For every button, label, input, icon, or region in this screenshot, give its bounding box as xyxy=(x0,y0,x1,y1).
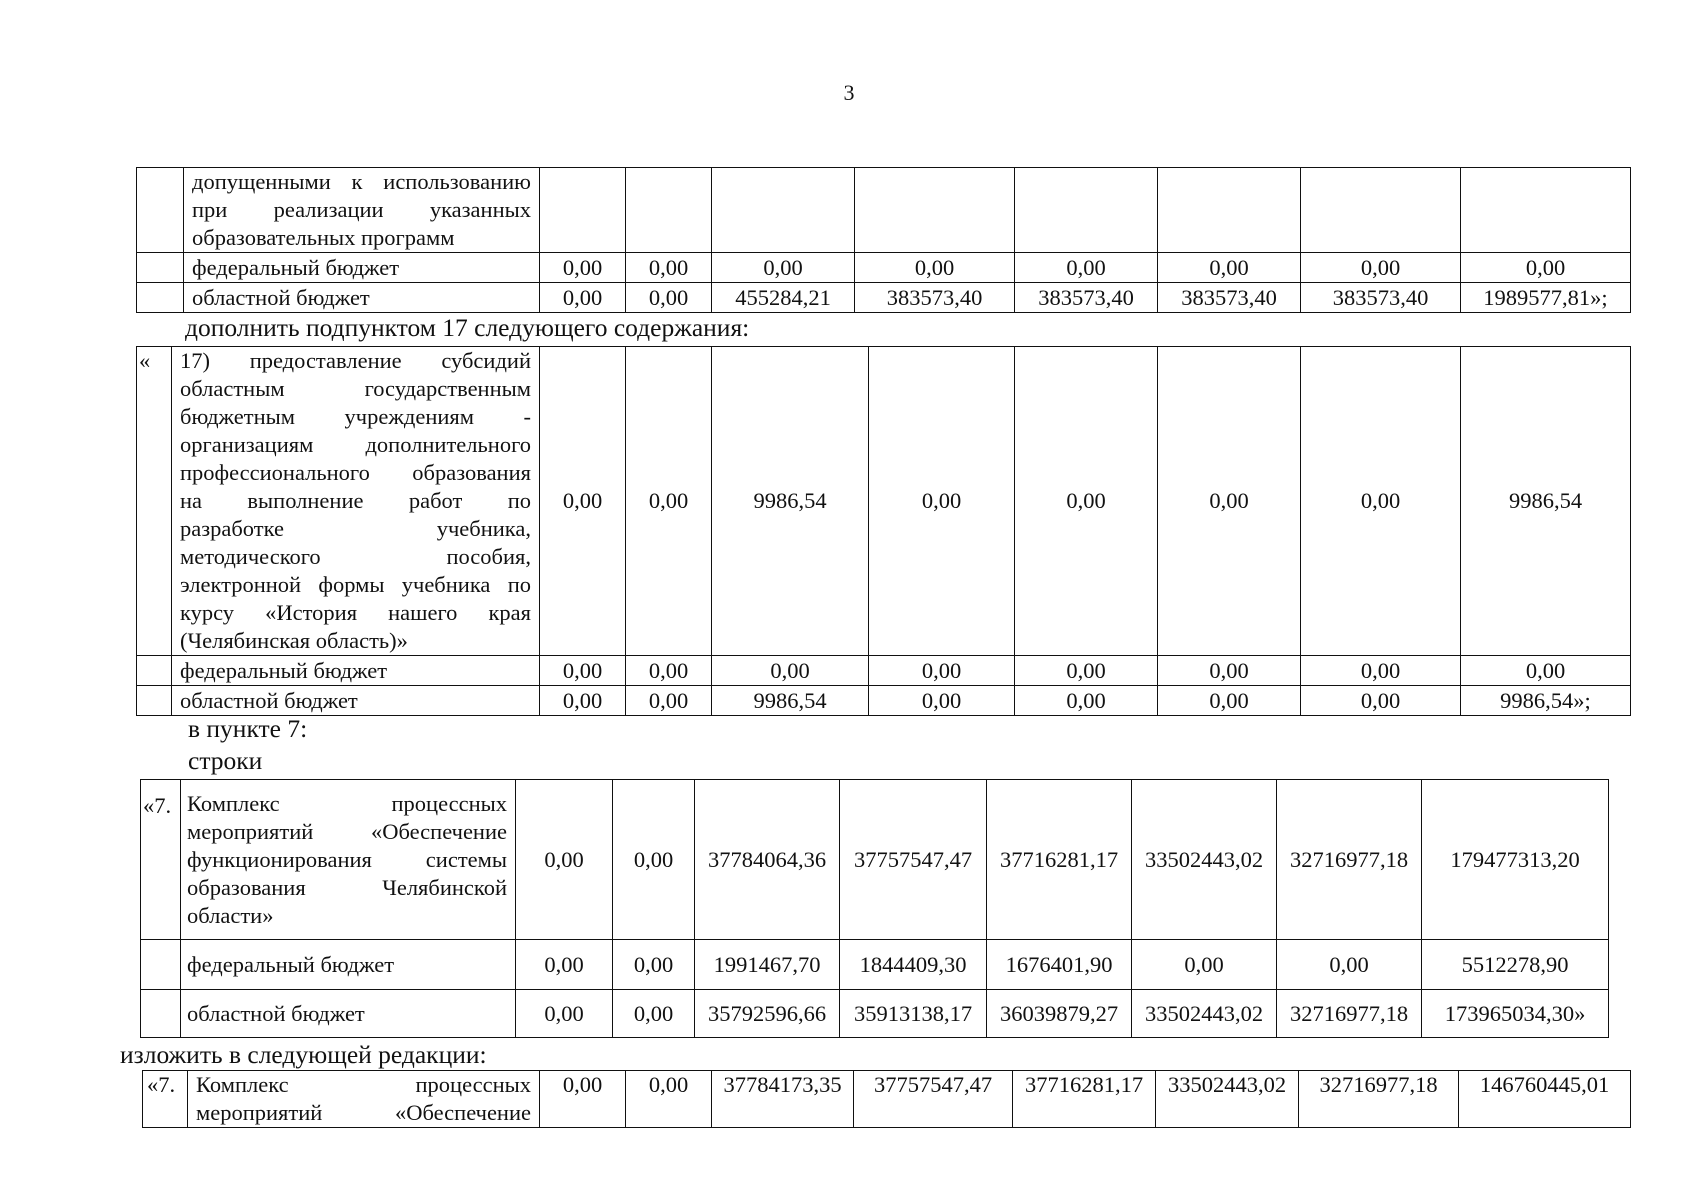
value-cell: 36039879,27 xyxy=(987,990,1132,1038)
value-cell xyxy=(1461,168,1631,253)
table-row xyxy=(137,656,1631,686)
value-cell: 9986,54»; xyxy=(1461,686,1631,716)
description-cell xyxy=(188,1071,540,1128)
table-row xyxy=(137,168,1631,253)
description-line: области» xyxy=(187,903,274,928)
row-label: федеральный бюджет xyxy=(184,253,540,283)
description-line: допущенными к использованию xyxy=(192,169,531,194)
value-cell: 0,00 xyxy=(626,347,712,656)
value-cell: 0,00 xyxy=(855,253,1015,283)
index-cell xyxy=(137,168,184,253)
row-label: областной бюджет xyxy=(181,990,516,1038)
table-row xyxy=(141,940,1609,990)
table-row xyxy=(137,253,1631,283)
heading-rows: строки xyxy=(188,746,263,775)
value-cell: 32716977,18 xyxy=(1277,780,1422,940)
description-cell xyxy=(184,168,540,253)
value-cell: 173965034,30» xyxy=(1422,990,1609,1038)
table-point-7-old xyxy=(140,779,1609,1038)
value-cell: 455284,21 xyxy=(712,283,855,313)
value-cell: 35792596,66 xyxy=(695,990,840,1038)
value-cell: 0,00 xyxy=(540,347,626,656)
value-cell: 0,00 xyxy=(613,990,695,1038)
value-cell: 1844409,30 xyxy=(840,940,987,990)
value-cell: 0,00 xyxy=(1158,253,1301,283)
value-cell: 9986,54 xyxy=(712,347,869,656)
heading-new-edition: изложить в следующей редакции: xyxy=(120,1040,487,1069)
value-cell: 0,00 xyxy=(540,656,626,686)
description-line: образования Челябинской xyxy=(187,875,507,900)
value-cell: 0,00 xyxy=(540,686,626,716)
value-cell xyxy=(540,168,626,253)
description-line: разработке учебника, xyxy=(180,516,531,541)
value-cell: 33502443,02 xyxy=(1132,780,1277,940)
value-cell: 0,00 xyxy=(540,253,626,283)
value-cell: 0,00 xyxy=(540,1071,626,1128)
value-cell: 0,00 xyxy=(869,347,1015,656)
value-cell: 0,00 xyxy=(1461,656,1631,686)
value-cell: 0,00 xyxy=(712,656,869,686)
value-cell: 37716281,17 xyxy=(1013,1071,1156,1128)
value-cell xyxy=(1015,168,1158,253)
table-row xyxy=(141,780,1609,940)
description-line: Комплекс процессных xyxy=(196,1072,531,1097)
value-cell: 37784173,35 xyxy=(712,1071,854,1128)
value-cell: 35913138,17 xyxy=(840,990,987,1038)
index-cell xyxy=(137,253,184,283)
row-label: областной бюджет xyxy=(172,686,540,716)
value-cell: 0,00 xyxy=(516,780,613,940)
value-cell: 5512278,90 xyxy=(1422,940,1609,990)
description-line: бюджетным учреждениям - xyxy=(180,404,531,429)
description-line: (Челябинская область)» xyxy=(180,628,408,653)
value-cell: 0,00 xyxy=(1015,347,1158,656)
value-cell: 179477313,20 xyxy=(1422,780,1609,940)
index-cell xyxy=(137,656,172,686)
value-cell: 32716977,18 xyxy=(1299,1071,1459,1128)
table-continuation xyxy=(136,167,1631,313)
value-cell: 0,00 xyxy=(1301,656,1461,686)
table-subpoint-17 xyxy=(136,346,1631,716)
value-cell: 37716281,17 xyxy=(987,780,1132,940)
description-line: областным государственным xyxy=(180,376,531,401)
value-cell: 383573,40 xyxy=(1158,283,1301,313)
value-cell: 0,00 xyxy=(1277,940,1422,990)
description-line: электронной формы учебника по xyxy=(180,572,531,597)
description-line: образовательных программ xyxy=(192,225,455,250)
value-cell: 33502443,02 xyxy=(1132,990,1277,1038)
description-line: курсу «История нашего края xyxy=(180,600,531,625)
value-cell: 0,00 xyxy=(626,253,712,283)
table-row xyxy=(137,283,1631,313)
value-cell: 32716977,18 xyxy=(1277,990,1422,1038)
description-line: профессионального образования xyxy=(180,460,531,485)
value-cell: 0,00 xyxy=(1158,347,1301,656)
description-line: мероприятий «Обеспечение xyxy=(187,819,507,844)
description-line: методического пособия, xyxy=(180,544,531,569)
value-cell: 0,00 xyxy=(613,780,695,940)
description-line: организациям дополнительного xyxy=(180,432,531,457)
value-cell: 0,00 xyxy=(1015,253,1158,283)
value-cell: 383573,40 xyxy=(1301,283,1461,313)
row-label: федеральный бюджет xyxy=(172,656,540,686)
index-cell: « xyxy=(137,347,172,656)
table-point-7-new xyxy=(142,1070,1631,1128)
value-cell: 9986,54 xyxy=(712,686,869,716)
value-cell xyxy=(626,168,712,253)
value-cell: 0,00 xyxy=(1461,253,1631,283)
value-cell: 0,00 xyxy=(626,283,712,313)
value-cell xyxy=(712,168,855,253)
value-cell: 0,00 xyxy=(1301,686,1461,716)
description-line: 17) предоставление субсидий xyxy=(180,348,531,373)
value-cell: 0,00 xyxy=(869,686,1015,716)
value-cell: 0,00 xyxy=(1301,253,1461,283)
index-cell: «7. xyxy=(141,780,181,940)
index-cell xyxy=(137,686,172,716)
value-cell xyxy=(855,168,1015,253)
description-line: на выполнение работ по xyxy=(180,488,531,513)
description-line: мероприятий «Обеспечение xyxy=(196,1100,531,1125)
value-cell: 0,00 xyxy=(540,283,626,313)
value-cell: 383573,40 xyxy=(855,283,1015,313)
value-cell: 0,00 xyxy=(516,990,613,1038)
page-number: 3 xyxy=(843,80,855,105)
row-label: федеральный бюджет xyxy=(181,940,516,990)
value-cell: 0,00 xyxy=(1015,656,1158,686)
table-row xyxy=(143,1071,1631,1128)
value-cell: 0,00 xyxy=(516,940,613,990)
value-cell: 0,00 xyxy=(626,686,712,716)
heading-add-subpoint: дополнить подпунктом 17 следующего содержания: xyxy=(185,313,750,342)
value-cell: 0,00 xyxy=(626,1071,712,1128)
value-cell: 37784064,36 xyxy=(695,780,840,940)
value-cell: 0,00 xyxy=(613,940,695,990)
value-cell: 0,00 xyxy=(1015,686,1158,716)
value-cell: 1676401,90 xyxy=(987,940,1132,990)
description-line: Комплекс процессных xyxy=(187,791,507,816)
table-row xyxy=(141,990,1609,1038)
value-cell: 383573,40 xyxy=(1015,283,1158,313)
value-cell: 1989577,81»; xyxy=(1461,283,1631,313)
description-line: функционирования системы xyxy=(187,847,507,872)
table-row xyxy=(137,686,1631,716)
table-row xyxy=(137,347,1631,656)
index-cell xyxy=(137,283,184,313)
description-cell xyxy=(181,780,516,940)
value-cell: 37757547,47 xyxy=(854,1071,1013,1128)
description-cell xyxy=(172,347,540,656)
value-cell: 0,00 xyxy=(1158,686,1301,716)
value-cell: 37757547,47 xyxy=(840,780,987,940)
row-label: областной бюджет xyxy=(184,283,540,313)
value-cell xyxy=(1158,168,1301,253)
value-cell: 0,00 xyxy=(1301,347,1461,656)
index-cell xyxy=(141,940,181,990)
value-cell: 1991467,70 xyxy=(695,940,840,990)
value-cell: 9986,54 xyxy=(1461,347,1631,656)
value-cell: 0,00 xyxy=(626,656,712,686)
value-cell: 146760445,01 xyxy=(1459,1071,1631,1128)
value-cell: 0,00 xyxy=(1132,940,1277,990)
index-cell: «7. xyxy=(143,1071,188,1128)
value-cell: 33502443,02 xyxy=(1156,1071,1299,1128)
heading-point-7: в пункте 7: xyxy=(188,714,308,743)
value-cell: 0,00 xyxy=(712,253,855,283)
value-cell: 0,00 xyxy=(869,656,1015,686)
description-line: при реализации указанных xyxy=(192,197,531,222)
index-cell xyxy=(141,990,181,1038)
value-cell: 0,00 xyxy=(1158,656,1301,686)
value-cell xyxy=(1301,168,1461,253)
